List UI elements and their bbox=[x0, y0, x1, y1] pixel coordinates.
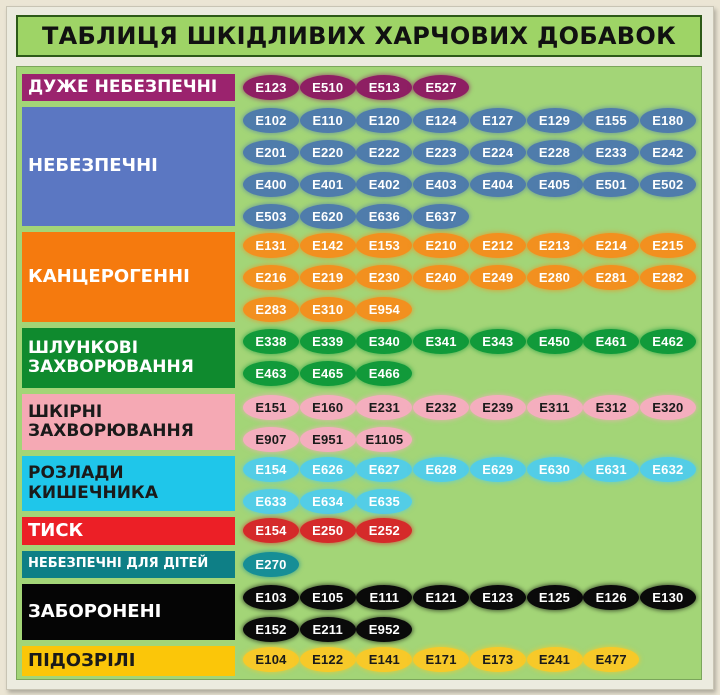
additive-code-badge: E220 bbox=[300, 140, 356, 165]
additive-code-badge: E312 bbox=[583, 395, 639, 420]
additive-code-badge: E122 bbox=[300, 647, 356, 672]
additive-code-badge: E252 bbox=[356, 518, 412, 543]
additive-code-badge: E151 bbox=[243, 395, 299, 420]
additive-code-badge: E228 bbox=[527, 140, 583, 165]
additive-code-badge: E952 bbox=[356, 617, 412, 642]
additive-code-badge: E632 bbox=[640, 457, 696, 482]
additive-code-badge: E110 bbox=[300, 108, 356, 133]
additive-code-badge: E282 bbox=[640, 265, 696, 290]
category-row bbox=[17, 551, 703, 578]
additive-code-badge: E141 bbox=[356, 647, 412, 672]
additive-code-badge: E280 bbox=[527, 265, 583, 290]
additive-code-badge: E477 bbox=[583, 647, 639, 672]
additive-code-badge: E626 bbox=[300, 457, 356, 482]
additive-code-badge: E154 bbox=[243, 457, 299, 482]
additive-code-badge: E951 bbox=[300, 427, 356, 452]
additive-code-badge: E239 bbox=[470, 395, 526, 420]
additive-code-badge: E628 bbox=[413, 457, 469, 482]
additive-code-badge: E130 bbox=[640, 585, 696, 610]
additive-code-badge: E171 bbox=[413, 647, 469, 672]
additive-code-badge: E503 bbox=[243, 204, 299, 229]
additive-code-badge: E501 bbox=[583, 172, 639, 197]
additive-code-badge: E338 bbox=[243, 329, 299, 354]
additive-code-badge: E105 bbox=[300, 585, 356, 610]
category-label: КАНЦЕРОГЕННІ bbox=[22, 232, 235, 322]
additive-code-badge: E404 bbox=[470, 172, 526, 197]
additive-code-badge: E153 bbox=[356, 233, 412, 258]
additive-code-badge: E230 bbox=[356, 265, 412, 290]
category-label: РОЗЛАДИ КИШЕЧНИКА bbox=[22, 456, 235, 511]
additive-code-badge: E502 bbox=[640, 172, 696, 197]
additive-code-badge: E635 bbox=[356, 489, 412, 514]
additive-code-badge: E124 bbox=[413, 108, 469, 133]
additive-code-badge: E210 bbox=[413, 233, 469, 258]
category-label: ПІДОЗРІЛІ bbox=[22, 646, 235, 676]
additive-code-badge: E215 bbox=[640, 233, 696, 258]
additive-code-badge: E155 bbox=[583, 108, 639, 133]
additive-code-badge: E281 bbox=[583, 265, 639, 290]
additive-code-badge: E463 bbox=[243, 361, 299, 386]
additive-code-badge: E400 bbox=[243, 172, 299, 197]
category-label: НЕБЕЗПЕЧНІ bbox=[22, 107, 235, 226]
additive-code-badge: E102 bbox=[243, 108, 299, 133]
additive-code-badge: E240 bbox=[413, 265, 469, 290]
additive-code-badge: E129 bbox=[527, 108, 583, 133]
additive-code-badge: E131 bbox=[243, 233, 299, 258]
additive-code-badge: E954 bbox=[356, 297, 412, 322]
additive-code-badge: E402 bbox=[356, 172, 412, 197]
additive-code-badge: E160 bbox=[300, 395, 356, 420]
additive-code-badge: E142 bbox=[300, 233, 356, 258]
additive-code-badge: E125 bbox=[527, 585, 583, 610]
category-label: ДУЖЕ НЕБЕЗПЕЧНІ bbox=[22, 74, 235, 101]
additive-code-badge: E627 bbox=[356, 457, 412, 482]
additive-code-badge: E180 bbox=[640, 108, 696, 133]
additive-code-badge: E527 bbox=[413, 75, 469, 100]
category-row bbox=[17, 328, 703, 388]
additive-code-badge: E103 bbox=[243, 585, 299, 610]
additive-code-badge: E270 bbox=[243, 552, 299, 577]
additive-code-badge: E634 bbox=[300, 489, 356, 514]
additive-code-badge: E343 bbox=[470, 329, 526, 354]
additives-table bbox=[16, 66, 702, 680]
additive-code-badge: E283 bbox=[243, 297, 299, 322]
additive-code-badge: E465 bbox=[300, 361, 356, 386]
additive-code-badge: E224 bbox=[470, 140, 526, 165]
additive-code-badge: E104 bbox=[243, 647, 299, 672]
category-row bbox=[17, 456, 703, 511]
additive-code-badge: E341 bbox=[413, 329, 469, 354]
category-label: ЗАБОРОНЕНІ bbox=[22, 584, 235, 640]
additive-code-badge: E637 bbox=[413, 204, 469, 229]
additive-code-badge: E219 bbox=[300, 265, 356, 290]
additive-code-badge: E629 bbox=[470, 457, 526, 482]
additive-code-badge: E620 bbox=[300, 204, 356, 229]
category-row bbox=[17, 517, 703, 545]
additive-code-badge: E250 bbox=[300, 518, 356, 543]
additive-code-badge: E242 bbox=[640, 140, 696, 165]
category-row bbox=[17, 584, 703, 640]
additive-code-badge: E450 bbox=[527, 329, 583, 354]
additive-code-badge: E111 bbox=[356, 585, 412, 610]
additive-code-badge: E320 bbox=[640, 395, 696, 420]
additive-code-badge: E462 bbox=[640, 329, 696, 354]
additive-code-badge: E1105 bbox=[356, 427, 412, 452]
category-label: ШКІРНІ ЗАХВОРЮВАННЯ bbox=[22, 394, 235, 450]
additive-code-badge: E401 bbox=[300, 172, 356, 197]
additive-code-badge: E461 bbox=[583, 329, 639, 354]
category-row bbox=[17, 74, 703, 101]
additive-code-badge: E123 bbox=[470, 585, 526, 610]
additive-code-badge: E211 bbox=[300, 617, 356, 642]
additive-code-badge: E907 bbox=[243, 427, 299, 452]
additive-code-badge: E152 bbox=[243, 617, 299, 642]
additive-code-badge: E201 bbox=[243, 140, 299, 165]
additive-code-badge: E339 bbox=[300, 329, 356, 354]
category-row bbox=[17, 232, 703, 322]
additive-code-badge: E121 bbox=[413, 585, 469, 610]
additive-code-badge: E212 bbox=[470, 233, 526, 258]
additive-code-badge: E216 bbox=[243, 265, 299, 290]
additive-code-badge: E636 bbox=[356, 204, 412, 229]
additive-code-badge: E214 bbox=[583, 233, 639, 258]
additive-code-badge: E213 bbox=[527, 233, 583, 258]
category-label: ШЛУНКОВІ ЗАХВОРЮВАННЯ bbox=[22, 328, 235, 388]
additive-code-badge: E631 bbox=[583, 457, 639, 482]
additive-code-badge: E232 bbox=[413, 395, 469, 420]
additive-code-badge: E403 bbox=[413, 172, 469, 197]
additive-code-badge: E126 bbox=[583, 585, 639, 610]
category-row bbox=[17, 646, 703, 676]
additive-code-badge: E120 bbox=[356, 108, 412, 133]
page-title: ТАБЛИЦЯ ШКІДЛИВИХ ХАРЧОВИХ ДОБАВОК bbox=[16, 15, 702, 57]
additive-code-badge: E340 bbox=[356, 329, 412, 354]
additive-code-badge: E630 bbox=[527, 457, 583, 482]
additive-code-badge: E154 bbox=[243, 518, 299, 543]
additive-code-badge: E633 bbox=[243, 489, 299, 514]
additive-code-badge: E311 bbox=[527, 395, 583, 420]
category-row bbox=[17, 107, 703, 226]
additive-code-badge: E173 bbox=[470, 647, 526, 672]
additive-code-badge: E127 bbox=[470, 108, 526, 133]
additive-code-badge: E510 bbox=[300, 75, 356, 100]
additive-code-badge: E249 bbox=[470, 265, 526, 290]
additive-code-badge: E222 bbox=[356, 140, 412, 165]
category-row bbox=[17, 394, 703, 450]
additive-code-badge: E223 bbox=[413, 140, 469, 165]
additive-code-badge: E513 bbox=[356, 75, 412, 100]
additive-code-badge: E466 bbox=[356, 361, 412, 386]
additive-code-badge: E123 bbox=[243, 75, 299, 100]
additive-code-badge: E241 bbox=[527, 647, 583, 672]
additive-code-badge: E310 bbox=[300, 297, 356, 322]
additive-code-badge: E233 bbox=[583, 140, 639, 165]
category-label: ТИСК bbox=[22, 517, 235, 545]
additive-code-badge: E405 bbox=[527, 172, 583, 197]
category-label: НЕБЕЗПЕЧНІ ДЛЯ ДІТЕЙ bbox=[22, 551, 235, 578]
additive-code-badge: E231 bbox=[356, 395, 412, 420]
